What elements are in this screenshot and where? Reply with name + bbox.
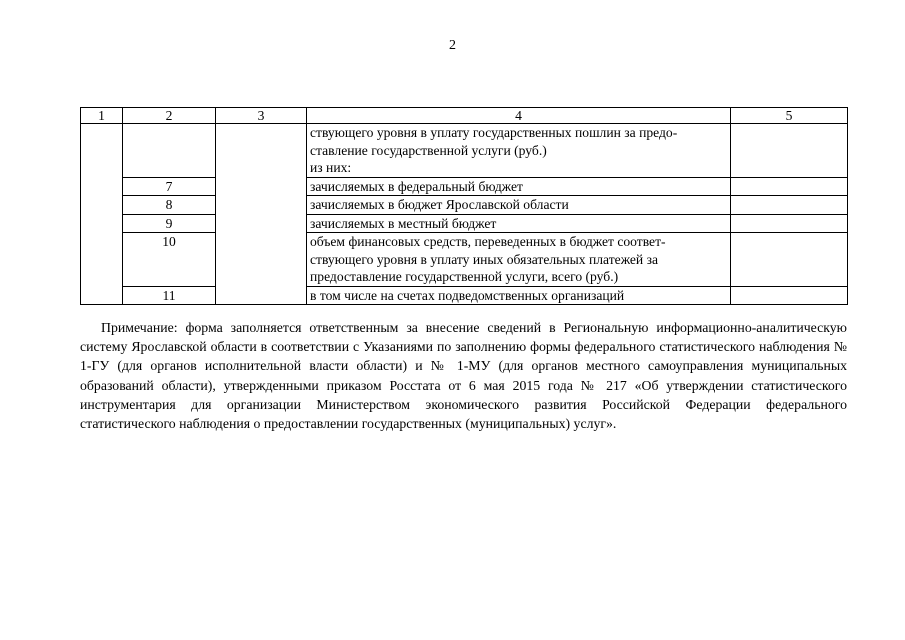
row-description-cell xyxy=(307,233,731,287)
row-code-cell xyxy=(123,124,216,178)
row-description-cell xyxy=(307,214,731,233)
column-3-cell xyxy=(216,124,307,305)
description-line: зачисляемых в федеральный бюджет xyxy=(310,178,523,194)
description-line: зачисляемых в бюджет Ярославской области xyxy=(310,197,569,212)
row-description-cell xyxy=(307,124,731,178)
table-row xyxy=(81,286,848,305)
row-value-cell xyxy=(731,233,848,287)
form-table xyxy=(80,107,848,305)
table-row xyxy=(81,196,848,215)
row-description-cell xyxy=(307,196,731,215)
table-row xyxy=(81,233,848,287)
row-value-cell xyxy=(731,196,848,215)
table-header-row xyxy=(81,108,848,124)
header-cell-2: 2 xyxy=(123,108,216,124)
row-code-cell: 8 xyxy=(123,196,216,215)
footnote xyxy=(80,318,847,433)
row-code-cell: 7 xyxy=(123,177,216,196)
header-cell-5: 5 xyxy=(731,108,848,124)
description-line: ствующего уровня в уплату государственных пошлин за предо- xyxy=(310,125,678,140)
row-code-cell: 11 xyxy=(123,286,216,305)
description-line: в том числе на счетах подведомственных организаций xyxy=(310,287,625,303)
header-cell-1: 1 xyxy=(81,108,123,124)
row-value-cell xyxy=(731,214,848,233)
description-line: ставление государственной услуги (руб.) xyxy=(310,142,547,158)
description-line: из них: xyxy=(310,160,352,175)
description-line: предоставление государственной услуги, всего (руб.) xyxy=(310,269,619,284)
footnote-text: Примечание: форма заполняется ответственным за внесение сведений в Региональную информационно-аналитическую систему Ярославской области в соответствии с Указаниями по заполнению формы федерального статистического наблюдения № 1-ГУ (для органов исполнительной власти области) и № 1-МУ (для органов местного самоуправления муниципальных образований области), утвержденными приказом Росстата от 6 мая 2015 года № 217 «Об утверждении статистического инструментария для организации Министерством экономического развития Российской Федерации федерального статистического наблюдения о предоставлении государственных (муниципальных) услуг». xyxy=(80,320,847,432)
header-cell-3: 3 xyxy=(216,108,307,124)
description-line: объем финансовых средств, переведенных в бюджет соответ- xyxy=(310,234,666,249)
header-cell-4: 4 xyxy=(307,108,731,124)
row-value-cell xyxy=(731,177,848,196)
table-row xyxy=(81,177,848,196)
column-1-cell xyxy=(81,124,123,305)
row-code-cell: 10 xyxy=(123,233,216,287)
page-number: 2 xyxy=(449,38,456,53)
row-value-cell xyxy=(731,124,848,178)
row-description-cell xyxy=(307,177,731,196)
row-code-cell: 9 xyxy=(123,214,216,233)
description-line: зачисляемых в местный бюджет xyxy=(310,215,497,231)
description-line: ствующего уровня в уплату иных обязательных платежей за xyxy=(310,251,659,267)
row-description-cell xyxy=(307,286,731,305)
table-row xyxy=(81,214,848,233)
row-value-cell xyxy=(731,286,848,305)
table-row xyxy=(81,124,848,178)
